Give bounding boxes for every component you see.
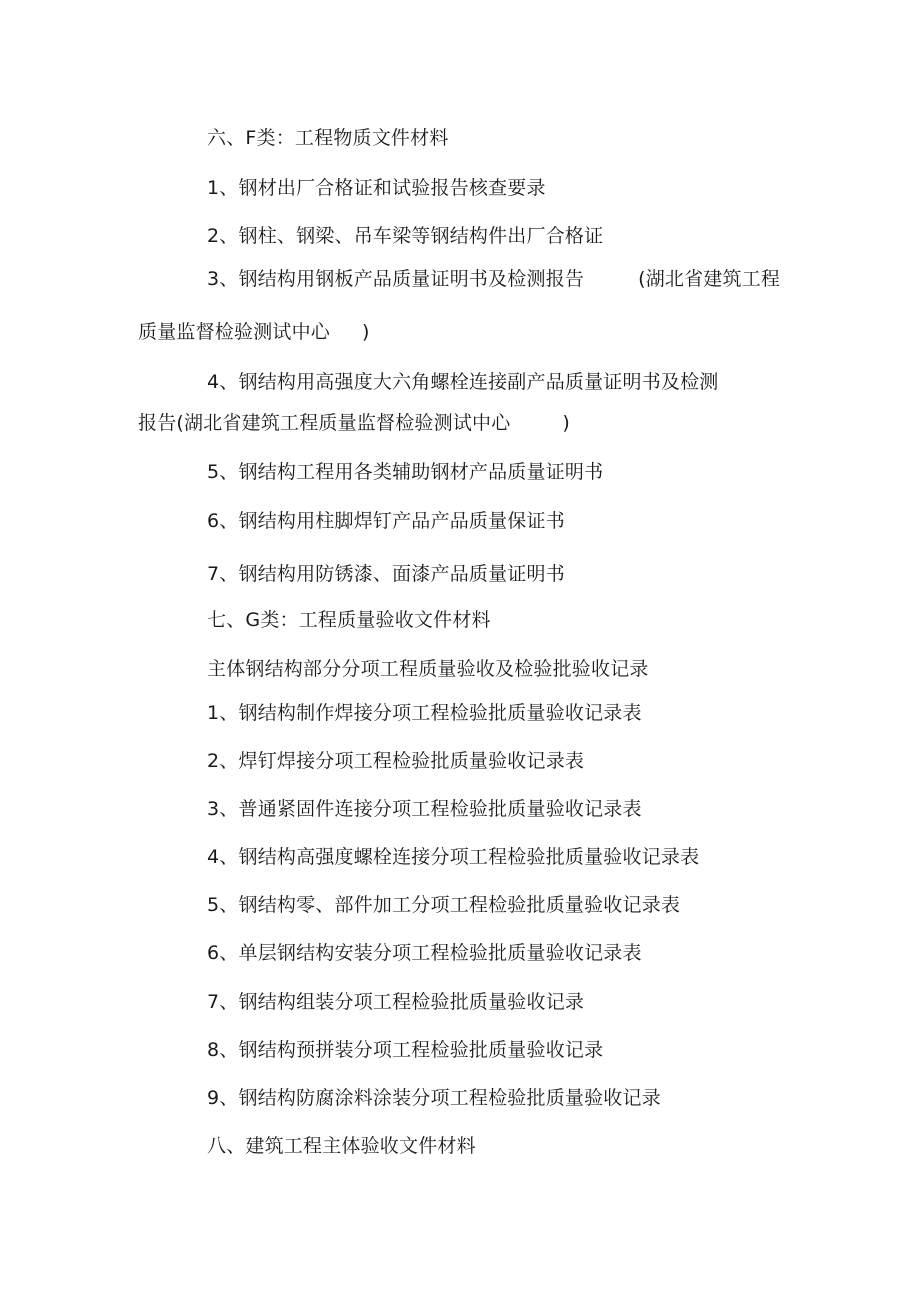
list-item-text: 质量监督检验测试中心 [138, 321, 331, 343]
list-item: 7、钢结构组装分项工程检验批质量验收记录 [207, 991, 585, 1013]
list-item-continuation [138, 411, 570, 435]
list-item: 7、钢结构用防锈漆、面漆产品质量证明书 [207, 563, 565, 585]
list-item-note: ) [362, 321, 370, 343]
section-h-heading: 八、建筑工程主体验收文件材料 [207, 1135, 476, 1157]
list-item: 2、焊钉焊接分项工程检验批质量验收记录表 [207, 750, 585, 772]
list-item: 6、单层钢结构安装分项工程检验批质量验收记录表 [207, 942, 642, 964]
list-item: 5、钢结构工程用各类辅助钢材产品质量证明书 [207, 461, 604, 483]
list-item-text: 3、钢结构用钢板产品质量证明书及检测报告 [207, 268, 585, 290]
list-item-note: (湖北省建筑工程 [638, 268, 781, 290]
list-item: 5、钢结构零、部件加工分项工程检验批质量验收记录表 [207, 894, 681, 916]
list-item: 3、普通紧固件连接分项工程检验批质量验收记录表 [207, 798, 642, 820]
list-item: 1、钢结构制作焊接分项工程检验批质量验收记录表 [207, 702, 642, 724]
section-g-heading: 七、G类：工程质量验收文件材料 [207, 609, 491, 631]
list-item: 6、钢结构用柱脚焊钉产品产品质量保证书 [207, 510, 565, 532]
section-g-subheading: 主体钢结构部分分项工程质量验收及检验批验收记录 [207, 658, 649, 680]
list-item: 1、钢材出厂合格证和试验报告核查要录 [207, 177, 546, 199]
list-item: 4、钢结构用高强度大六角螺栓连接副产品质量证明书及检测 [207, 371, 719, 393]
list-item-continuation [138, 320, 370, 344]
list-item: 9、钢结构防腐涂料涂装分项工程检验批质量验收记录 [207, 1087, 661, 1109]
list-item-note: ) [562, 412, 571, 434]
list-item: 4、钢结构高强度螺栓连接分项工程检验批质量验收记录表 [207, 846, 700, 868]
list-item: 2、钢柱、钢梁、吊车梁等钢结构件出厂合格证 [207, 225, 604, 247]
list-item: 8、钢结构预拼装分项工程检验批质量验收记录 [207, 1039, 604, 1061]
list-item-text: 报告(湖北省建筑工程质量监督检验测试中心 [138, 412, 511, 434]
section-f-heading: 六、F类：工程物质文件材料 [207, 127, 449, 149]
list-item [207, 267, 780, 291]
